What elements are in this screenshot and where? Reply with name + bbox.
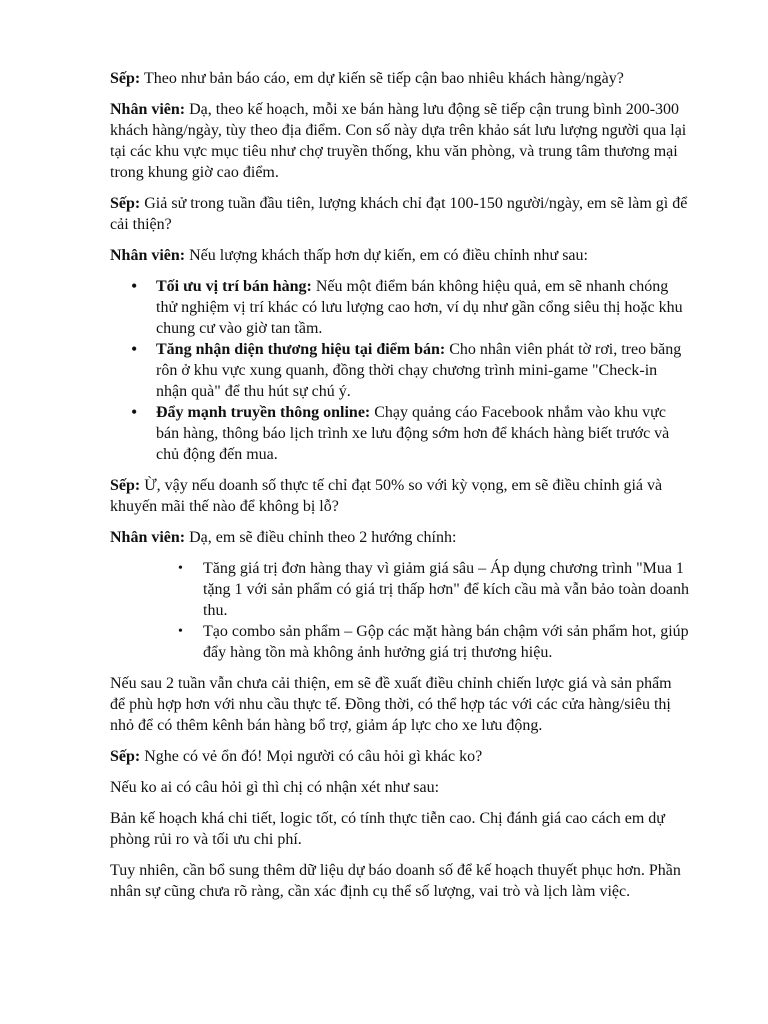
dialogue-paragraph bbox=[110, 746, 690, 767]
list-item: • Tăng giá trị đơn hàng thay vì giảm giá sâu – Áp dụng chương trình "Mua 1 tặng 1 với sản phẩm có giá trị thấp hơn" để kích cầu mà vẫn bảo toàn doanh thu. bbox=[110, 558, 690, 621]
list-item-title: Tăng nhận diện thương hiệu tại điểm bán: bbox=[156, 341, 446, 358]
dialogue-paragraph bbox=[110, 68, 690, 89]
list-item bbox=[110, 276, 690, 339]
list-item-text: Cho nhân viên phát tờ rơi, treo băng rôn ở khu vực xung quanh, đồng thời chạy chương trình mini-game "Check-in nhận quà" để thu hút sự chú ý. bbox=[156, 341, 682, 400]
dialogue-paragraph bbox=[110, 527, 690, 548]
bullet-list-secondary bbox=[110, 558, 690, 663]
list-item bbox=[110, 339, 690, 402]
dialogue-text: Nếu lượng khách thấp hơn dự kiến, em có điều chỉnh như sau: bbox=[185, 247, 588, 264]
list-item-title: Đẩy mạnh truyền thông online: bbox=[156, 404, 371, 421]
list-item: • Tạo combo sản phẩm – Gộp các mặt hàng bán chậm với sản phẩm hot, giúp đẩy hàng tồn mà không ảnh hưởng giá trị thương hiệu. bbox=[110, 621, 690, 663]
list-item-text: Nếu một điểm bán không hiệu quả, em sẽ nhanh chóng thử nghiệm vị trí khác có lưu lượng cao hơn, ví dụ như gần cổng siêu thị hoặc khu chung cư vào giờ tan tầm. bbox=[156, 278, 683, 337]
speaker-label: Nhân viên: bbox=[110, 529, 186, 546]
speaker-label: Sếp: bbox=[110, 70, 141, 87]
dialogue-paragraph bbox=[110, 475, 690, 517]
speaker-label: Nhân viên: bbox=[110, 247, 186, 264]
dialogue-text: Dạ, theo kế hoạch, mỗi xe bán hàng lưu động sẽ tiếp cận trung bình 200-300 khách hàng/ngày, tùy theo địa điểm. Con số này dựa trên khảo sát lưu lượng người qua lại tại các khu vực mục tiêu như chợ truyền thống, khu văn phòng, và trung tâm thương mại trong khung giờ cao điểm. bbox=[110, 101, 687, 181]
dialogue-text: Theo như bản báo cáo, em dự kiến sẽ tiếp cận bao nhiêu khách hàng/ngày? bbox=[140, 70, 624, 87]
dialogue-text: Nghe có vẻ ổn đó! Mọi người có câu hỏi gì khác ko? bbox=[140, 748, 483, 765]
body-paragraph: Tuy nhiên, cần bổ sung thêm dữ liệu dự báo doanh số để kế hoạch thuyết phục hơn. Phần nhân sự cũng chưa rõ ràng, cần xác định cụ thể số lượng, vai trò và lịch làm việc. bbox=[110, 862, 681, 900]
speaker-label: Sếp: bbox=[110, 477, 141, 494]
dialogue-paragraph bbox=[110, 99, 690, 183]
dialogue-text: Dạ, em sẽ điều chỉnh theo 2 hướng chính: bbox=[185, 529, 457, 546]
dialogue-paragraph bbox=[110, 193, 690, 235]
bullet-list bbox=[110, 276, 690, 465]
speaker-label: Nhân viên: bbox=[110, 101, 186, 118]
list-item bbox=[110, 402, 690, 465]
body-paragraph: Nếu ko ai có câu hỏi gì thì chị có nhận xét như sau: bbox=[110, 779, 440, 796]
speaker-label: Sếp: bbox=[110, 748, 141, 765]
dialogue-text: Giả sử trong tuần đầu tiên, lượng khách chỉ đạt 100-150 người/ngày, em sẽ làm gì để cải thiện? bbox=[110, 195, 688, 233]
body-paragraph: Bản kế hoạch khá chi tiết, logic tốt, có tính thực tiễn cao. Chị đánh giá cao cách em dự phòng rủi ro và tối ưu chi phí. bbox=[110, 810, 665, 848]
dialogue-text: Ừ, vậy nếu doanh số thực tế chỉ đạt 50% so với kỳ vọng, em sẽ điều chỉnh giá và khuyến mãi thế nào để không bị lỗ? bbox=[110, 477, 663, 515]
speaker-label: Sếp: bbox=[110, 195, 141, 212]
document-page bbox=[110, 68, 690, 912]
body-paragraph: Nếu sau 2 tuần vẫn chưa cải thiện, em sẽ đề xuất điều chỉnh chiến lược giá và sản phẩm để phù hợp hơn với nhu cầu thực tế. Đồng thời, có thể hợp tác với các cửa hàng/siêu thị nhỏ để có thêm kênh bán hàng bổ trợ, giảm áp lực cho xe lưu động. bbox=[110, 675, 672, 734]
dialogue-paragraph bbox=[110, 245, 690, 266]
list-item-text: Chạy quảng cáo Facebook nhắm vào khu vực bán hàng, thông báo lịch trình xe lưu động sớm hơn để khách hàng biết trước và chủ động đến mua. bbox=[156, 404, 670, 463]
list-item-title: Tối ưu vị trí bán hàng: bbox=[156, 278, 312, 295]
